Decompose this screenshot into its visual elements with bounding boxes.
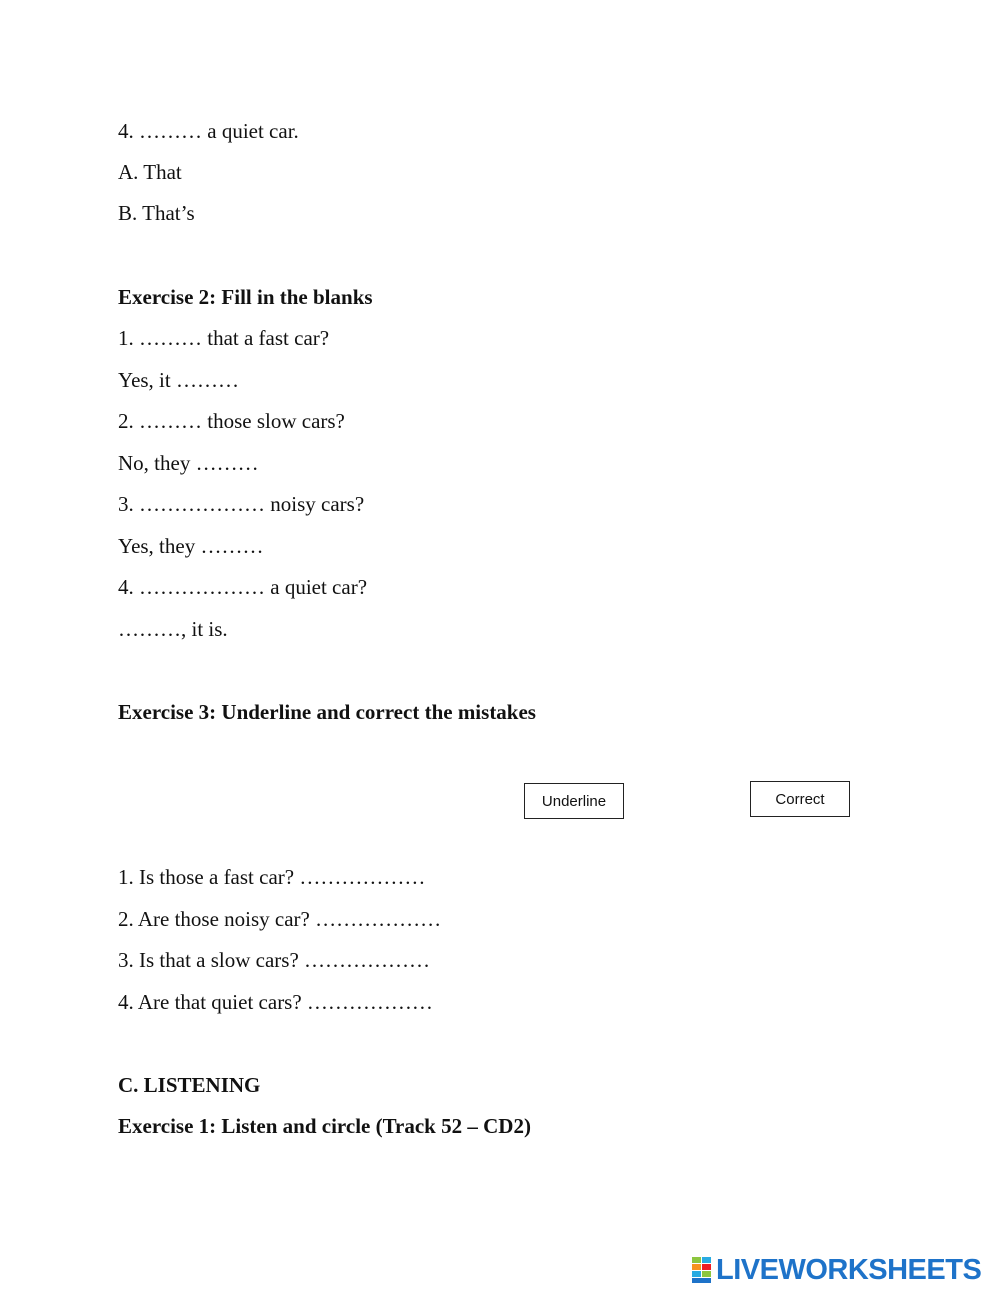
ex3-heading: Exercise 3: Underline and correct the mistakes — [118, 700, 536, 724]
underline-button[interactable]: Underline — [524, 783, 624, 819]
liveworksheets-logo — [692, 1255, 981, 1285]
ex2-heading: Exercise 2: Fill in the blanks — [118, 285, 373, 309]
liveworksheets-logo-text: LIVEWORKSHEETS — [716, 1254, 982, 1286]
liveworksheets-logo-icon — [692, 1257, 712, 1283]
ex1-question-4: 4. ……… a quiet car. — [118, 119, 299, 143]
ex1-option-a: A. That — [118, 160, 182, 184]
ex3-line: 1. Is those a fast car? ……………… — [118, 865, 426, 889]
ex2-line: 4. ……………… a quiet car? — [118, 575, 368, 599]
ex2-line: Yes, they ……… — [118, 534, 264, 558]
ex2-line: No, they ……… — [118, 451, 259, 475]
ex2-line: 3. ……………… noisy cars? — [118, 492, 365, 516]
correct-button[interactable]: Correct — [750, 781, 850, 817]
ex2-line: Yes, it ……… — [118, 368, 239, 392]
ex2-line: 1. ……… that a fast car? — [118, 326, 330, 350]
listening-ex1-heading: Exercise 1: Listen and circle (Track 52 – CD2) — [118, 1114, 531, 1138]
ex3-line: 2. Are those noisy car? ……………… — [118, 907, 442, 931]
ex1-option-b: B. That’s — [118, 201, 195, 225]
listening-section-title: C. LISTENING — [118, 1073, 261, 1097]
ex3-line: 3. Is that a slow cars? ……………… — [118, 948, 431, 972]
ex2-line: ………, it is. — [118, 617, 228, 641]
ex3-line: 4. Are that quiet cars? ……………… — [118, 990, 433, 1014]
ex2-line: 2. ……… those slow cars? — [118, 409, 345, 433]
